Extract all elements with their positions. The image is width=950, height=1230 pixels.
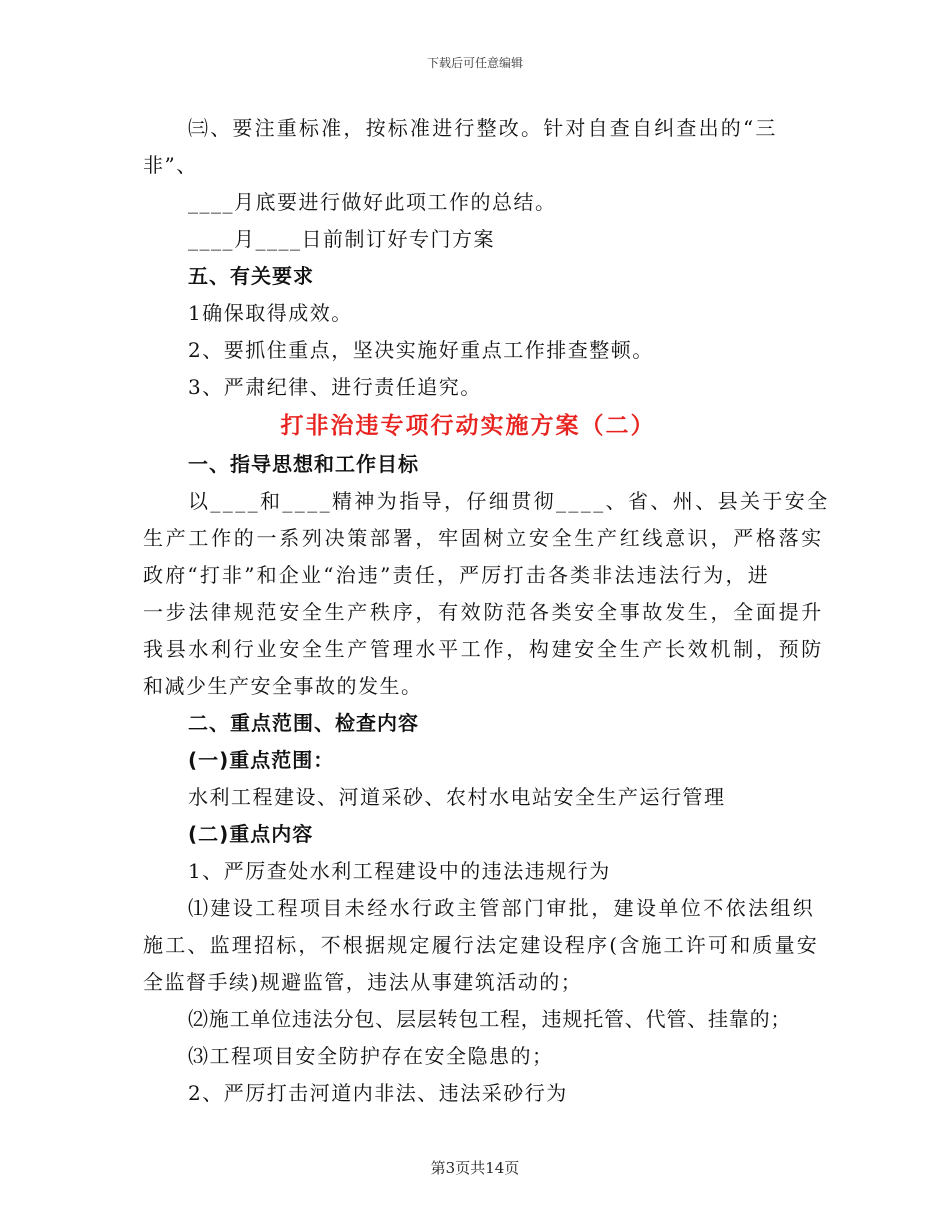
paragraph-line: 和减少生产安全事故的发生。: [143, 674, 423, 698]
paragraph-line: ㈢、要注重标准，按标准进行整改。针对自查自纠查出的“三: [188, 116, 778, 140]
section-heading: 一、指导思想和工作目标: [188, 452, 419, 476]
paragraph-line: ⑶工程项目安全防护存在安全隐患的；: [188, 1044, 554, 1068]
list-item: 2、要抓住重点，坚决实施好重点工作排查整顿。: [188, 338, 654, 362]
paragraph-line: 水利工程建设、河道采砂、农村水电站安全生产运行管理: [188, 785, 726, 809]
document-title: 打非治违专项行动实施方案（二）: [280, 413, 656, 439]
paragraph-line: 非”、: [143, 153, 198, 177]
paragraph-line: 全监督手续)规避监管，违法从事建筑活动的；: [143, 970, 583, 994]
paragraph-line: 施工、监理招标，不根据规定履行法定建设程序(含施工许可和质量安: [143, 933, 820, 957]
paragraph-line: 生产工作的一系列决策部署，牢固树立安全生产红线意识，严格落实: [143, 526, 824, 550]
paragraph-line: ____月底要进行做好此项工作的总结。: [188, 190, 557, 214]
list-item: 1确保取得成效。: [188, 301, 353, 325]
paragraph-line: 政府“打非”和企业“治违”责任，严厉打击各类非法违法行为，进: [143, 563, 770, 587]
list-item: 2、严厉打击河道内非法、违法采砂行为: [188, 1081, 568, 1105]
section-heading: 二、重点范围、检查内容: [188, 711, 419, 735]
paragraph-line: ____月____日前制订好专门方案: [188, 227, 495, 251]
paragraph-line: 以____和____精神为指导，仔细贯彻____、省、州、县关于安全: [188, 489, 830, 513]
page-number: 第3页共14页: [430, 1159, 520, 1177]
list-item: 3、严肃纪律、进行责任追究。: [188, 375, 482, 399]
paragraph-line: 一步法律规范安全生产秩序，有效防范各类安全事故发生，全面提升: [143, 600, 824, 624]
header-note: 下载后可任意编辑: [426, 56, 523, 70]
paragraph-line: ⑵施工单位违法分包、层层转包工程，违规托管、代管、挂靠的；: [188, 1007, 792, 1031]
paragraph-line: ⑴建设工程项目未经水行政主管部门审批，建设单位不依法组织: [188, 896, 816, 920]
subsection-heading: (二)重点内容: [188, 822, 314, 846]
section-heading: 五、有关要求: [188, 264, 314, 288]
paragraph-line: 我县水利行业安全生产管理水平工作，构建安全生产长效机制，预防: [143, 637, 824, 661]
document-content: [143, 110, 830, 1112]
subsection-heading: (一)重点范围：: [188, 748, 335, 772]
list-item: 1、严厉查处水利工程建设中的违法违规行为: [188, 859, 611, 883]
